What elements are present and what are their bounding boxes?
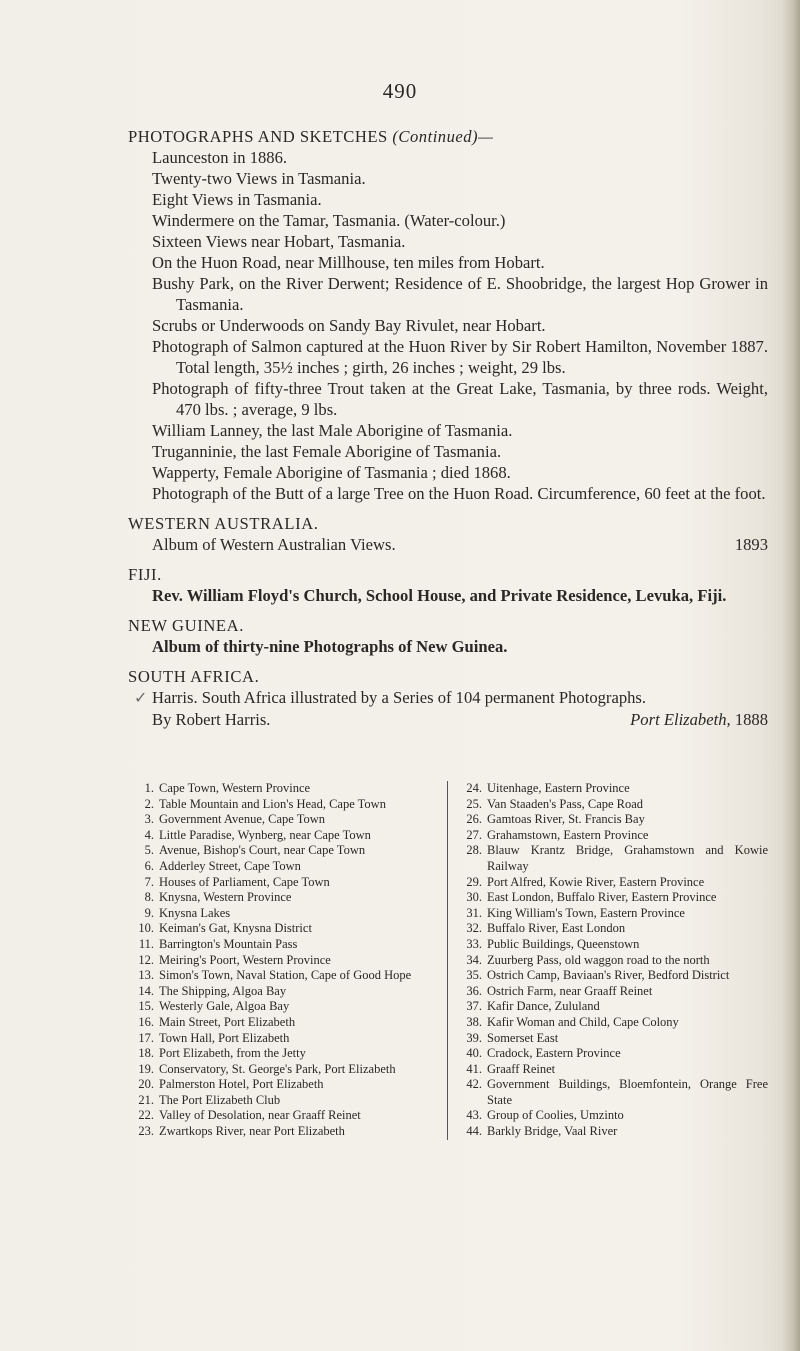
photo-title: East London, Buffalo River, Eastern Province (487, 890, 717, 905)
list-item: Windermere on the Tamar, Tasmania. (Water-colour.) (152, 211, 506, 230)
photo-entry (128, 1077, 437, 1093)
photo-list-columns (128, 781, 768, 1140)
section-new-guinea: NEW GUINEA. (128, 616, 244, 635)
photo-title: Kafir Dance, Zululand (487, 999, 600, 1014)
photo-number: 15. (138, 999, 154, 1014)
photo-entry (456, 781, 768, 797)
photo-title: Cape Town, Western Province (159, 781, 311, 795)
photo-entry (456, 1046, 768, 1062)
photo-number: 3. (144, 812, 154, 827)
photo-number: 29. (466, 874, 482, 889)
list-item: William Lanney, the last Male Aborigine of Tasmania. (152, 421, 513, 440)
photo-number: 18. (138, 1046, 154, 1061)
photo-title: Government Avenue, Cape Town (159, 812, 325, 827)
photo-number: 24. (466, 781, 482, 795)
photo-title: Grahamstown, Eastern Province (487, 827, 649, 842)
photo-number: 20. (138, 1077, 154, 1092)
new-guinea-item: Album of thirty-nine Photographs of New Guinea. (152, 637, 508, 656)
photo-number: 19. (138, 1061, 154, 1076)
photo-entry (456, 921, 768, 937)
photo-title: Barrington's Mountain Pass (159, 936, 298, 951)
heading-title: PHOTOGRAPHS AND SKETCHES (128, 127, 388, 146)
photo-title: Main Street, Port Elizabeth (159, 1014, 296, 1029)
list-item: Photograph of the Butt of a large Tree on the Huon Road. Circumference, 60 feet at the foot. (152, 484, 766, 503)
photo-entry (128, 1015, 437, 1031)
list-item: Photograph of fifty-three Trout taken at the Great Lake, Tasmania, by three rods. Weight, 470 lbs. ; average, 9 lbs. (152, 379, 768, 419)
check-mark-icon: ✓ (134, 690, 148, 707)
list-item: Photograph of Salmon captured at the Huon River by Sir Robert Hamilton, November 1887. Total length, 35½ inches ; girth, 26 inches ; weight, 29 lbs. (152, 337, 768, 377)
wa-year: 1893 (734, 535, 768, 554)
photo-title: Ostrich Farm, near Graaff Reinet (487, 983, 653, 998)
photo-title: Houses of Parliament, Cape Town (159, 874, 330, 889)
main-text (128, 126, 768, 730)
photo-entry (456, 937, 768, 953)
page-edge (782, 0, 800, 1351)
photo-entry (456, 797, 768, 813)
photo-entry (128, 812, 437, 828)
photo-number: 11. (138, 936, 154, 951)
list-item: Sixteen Views near Hobart, Tasmania. (152, 232, 406, 251)
photo-entry (456, 1077, 768, 1108)
photo-list-left (128, 781, 448, 1140)
list-item: On the Huon Road, near Millhouse, ten miles from Hobart. (152, 253, 545, 272)
photo-number: 44. (466, 1124, 482, 1139)
tasmania-list (128, 147, 768, 504)
photo-entry (128, 921, 437, 937)
photo-entry (128, 1108, 437, 1124)
photo-title: Palmerston Hotel, Port Elizabeth (159, 1077, 324, 1092)
section-western-australia: WESTERN AUSTRALIA. (128, 514, 319, 533)
photo-entry (456, 999, 768, 1015)
photo-title: Meiring's Poort, Western Province (159, 952, 331, 967)
page-heading (128, 126, 768, 147)
photo-title: Group of Coolies, Umzinto (487, 1108, 624, 1123)
harris-place: Port Elizabeth, (630, 710, 731, 729)
photo-entry (128, 984, 437, 1000)
photo-number: 12. (138, 952, 154, 967)
photo-entry (456, 984, 768, 1000)
photo-entry (128, 1046, 437, 1062)
photo-title: Westerly Gale, Algoa Bay (159, 999, 290, 1014)
page-number: 490 (382, 79, 418, 103)
photo-title: Graaff Reinet (487, 1061, 556, 1076)
list-item: Truganninie, the last Female Aborigine of Tasmania. (152, 442, 502, 461)
harris-line-1 (128, 687, 768, 709)
section-south-africa: SOUTH AFRICA. (128, 667, 260, 686)
photo-entry (456, 1015, 768, 1031)
photo-number: 26. (466, 812, 482, 827)
photo-entry (456, 906, 768, 922)
photo-number: 16. (138, 1014, 154, 1029)
photo-title: Somerset East (487, 1030, 559, 1045)
photo-number: 5. (144, 843, 154, 858)
photo-number: 30. (466, 890, 482, 905)
photo-title: The Shipping, Algoa Bay (159, 983, 287, 998)
photo-title: Ostrich Camp, Baviaan's River, Bedford District (487, 968, 730, 983)
photo-number: 17. (138, 1030, 154, 1045)
section-fiji: FIJI. (128, 565, 162, 584)
photo-number: 33. (466, 936, 482, 951)
photo-title: Gamtoas River, St. Francis Bay (487, 812, 645, 827)
photo-number: 43. (466, 1108, 482, 1123)
photo-number: 32. (466, 921, 482, 936)
photo-entry (456, 968, 768, 984)
wa-entry (128, 534, 768, 555)
photo-entry (128, 828, 437, 844)
photo-number: 25. (466, 796, 482, 811)
photo-number: 4. (144, 827, 154, 842)
photo-number: 34. (466, 952, 482, 967)
photo-title: Keiman's Gat, Knysna District (159, 921, 312, 936)
photo-entry (128, 1124, 437, 1140)
photo-entry (128, 953, 437, 969)
photo-entry (128, 968, 437, 984)
list-item: Scrubs or Underwoods on Sandy Bay Rivulet, near Hobart. (152, 316, 546, 335)
photo-number: 14. (138, 983, 154, 998)
photo-title: Valley of Desolation, near Graaff Reinet (159, 1108, 361, 1123)
photo-number: 23. (138, 1124, 154, 1139)
photo-number: 41. (466, 1061, 482, 1076)
photo-title: Avenue, Bishop's Court, near Cape Town (159, 843, 366, 858)
photo-entry (456, 890, 768, 906)
harris-year: 1888 (734, 710, 768, 729)
photo-entry (128, 1062, 437, 1078)
photo-title: The Port Elizabeth Club (159, 1092, 281, 1107)
photo-title: Conservatory, St. George's Park, Port Elizabeth (159, 1061, 396, 1076)
fiji-item: Rev. William Floyd's Church, School House, and Private Residence, Levuka, Fiji. (152, 586, 727, 605)
photo-number: 31. (466, 905, 482, 920)
photo-entry (128, 1031, 437, 1047)
photo-title: Buffalo River, East London (487, 921, 626, 936)
photo-entry (456, 1124, 768, 1140)
list-item: Wapperty, Female Aborigine of Tasmania ; died 1868. (152, 463, 511, 482)
harris-title: Harris. South Africa illustrated by a Series of 104 permanent Photographs. (152, 688, 647, 707)
photo-entry (128, 859, 437, 875)
photo-entry (128, 797, 437, 813)
photo-title: Knysna Lakes (159, 905, 231, 920)
photo-title: Uitenhage, Eastern Province (487, 781, 630, 795)
photo-number: 40. (466, 1046, 482, 1061)
photo-entry (128, 875, 437, 891)
photo-entry (456, 875, 768, 891)
photo-entry (128, 781, 437, 797)
photo-number: 38. (466, 1014, 482, 1029)
list-item: Launceston in 1886. (152, 148, 288, 167)
wa-item: Album of Western Australian Views. (152, 535, 396, 554)
photo-number: 6. (144, 858, 154, 873)
photo-number: 39. (466, 1030, 482, 1045)
photo-number: 27. (466, 827, 482, 842)
photo-title: Barkly Bridge, Vaal River (487, 1124, 618, 1139)
photo-number: 22. (138, 1108, 154, 1123)
photo-entry (456, 1062, 768, 1078)
harris-author: By Robert Harris. (152, 710, 271, 729)
photo-title: Kafir Woman and Child, Cape Colony (487, 1014, 679, 1029)
photo-entry (128, 890, 437, 906)
photo-title: King William's Town, Eastern Province (487, 905, 685, 920)
photo-entry (128, 1093, 437, 1109)
photo-entry (456, 843, 768, 874)
photo-title: Zuurberg Pass, old waggon road to the north (487, 952, 710, 967)
photo-title: Blauw Krantz Bridge, Grahamstown and Kowie Railway (487, 843, 768, 873)
list-item: Bushy Park, on the River Derwent; Residence of E. Shoobridge, the largest Hop Grower in Tasmania. (152, 274, 768, 314)
photo-title: Table Mountain and Lion's Head, Cape Town (159, 796, 386, 811)
photo-entry (456, 1031, 768, 1047)
photo-title: Adderley Street, Cape Town (159, 858, 301, 873)
photo-entry (456, 1108, 768, 1124)
harris-imprint (630, 709, 768, 730)
photo-number: 42. (466, 1077, 482, 1092)
photo-entry (128, 843, 437, 859)
photo-title: Port Alfred, Kowie River, Eastern Province (487, 874, 705, 889)
photo-number: 28. (466, 843, 482, 858)
photo-title: Public Buildings, Queenstown (487, 936, 640, 951)
photo-title: Government Buildings, Bloemfontein, Orange Free State (487, 1077, 768, 1107)
photo-title: Little Paradise, Wynberg, near Cape Town (159, 827, 371, 842)
photo-number: 37. (466, 999, 482, 1014)
photo-title: Van Staaden's Pass, Cape Road (487, 796, 644, 811)
photo-entry (456, 812, 768, 828)
photo-list-right (448, 781, 768, 1140)
photo-title: Town Hall, Port Elizabeth (159, 1030, 290, 1045)
photo-number: 35. (466, 968, 482, 983)
photo-number: 10. (138, 921, 154, 936)
photo-number: 21. (138, 1092, 154, 1107)
photo-number: 7. (144, 874, 154, 889)
photo-title: Knysna, Western Province (159, 890, 292, 905)
photo-entry (128, 999, 437, 1015)
list-item: Eight Views in Tasmania. (152, 190, 322, 209)
photo-entry (128, 906, 437, 922)
photo-title: Port Elizabeth, from the Jetty (159, 1046, 306, 1061)
harris-line-2 (128, 709, 768, 730)
photo-number: 13. (138, 968, 154, 983)
photo-number: 9. (144, 905, 154, 920)
photo-number: 8. (144, 890, 154, 905)
photo-title: Simon's Town, Naval Station, Cape of Good Hope (159, 968, 412, 983)
photo-number: 1. (144, 781, 154, 795)
photo-number: 36. (466, 983, 482, 998)
list-item: Twenty-two Views in Tasmania. (152, 169, 366, 188)
photo-entry (456, 953, 768, 969)
heading-continued: (Continued)— (392, 127, 494, 146)
photo-entry (456, 828, 768, 844)
photo-title: Cradock, Eastern Province (487, 1046, 621, 1061)
photo-title: Zwartkops River, near Port Elizabeth (159, 1124, 345, 1139)
photo-entry (128, 937, 437, 953)
photo-number: 2. (144, 796, 154, 811)
